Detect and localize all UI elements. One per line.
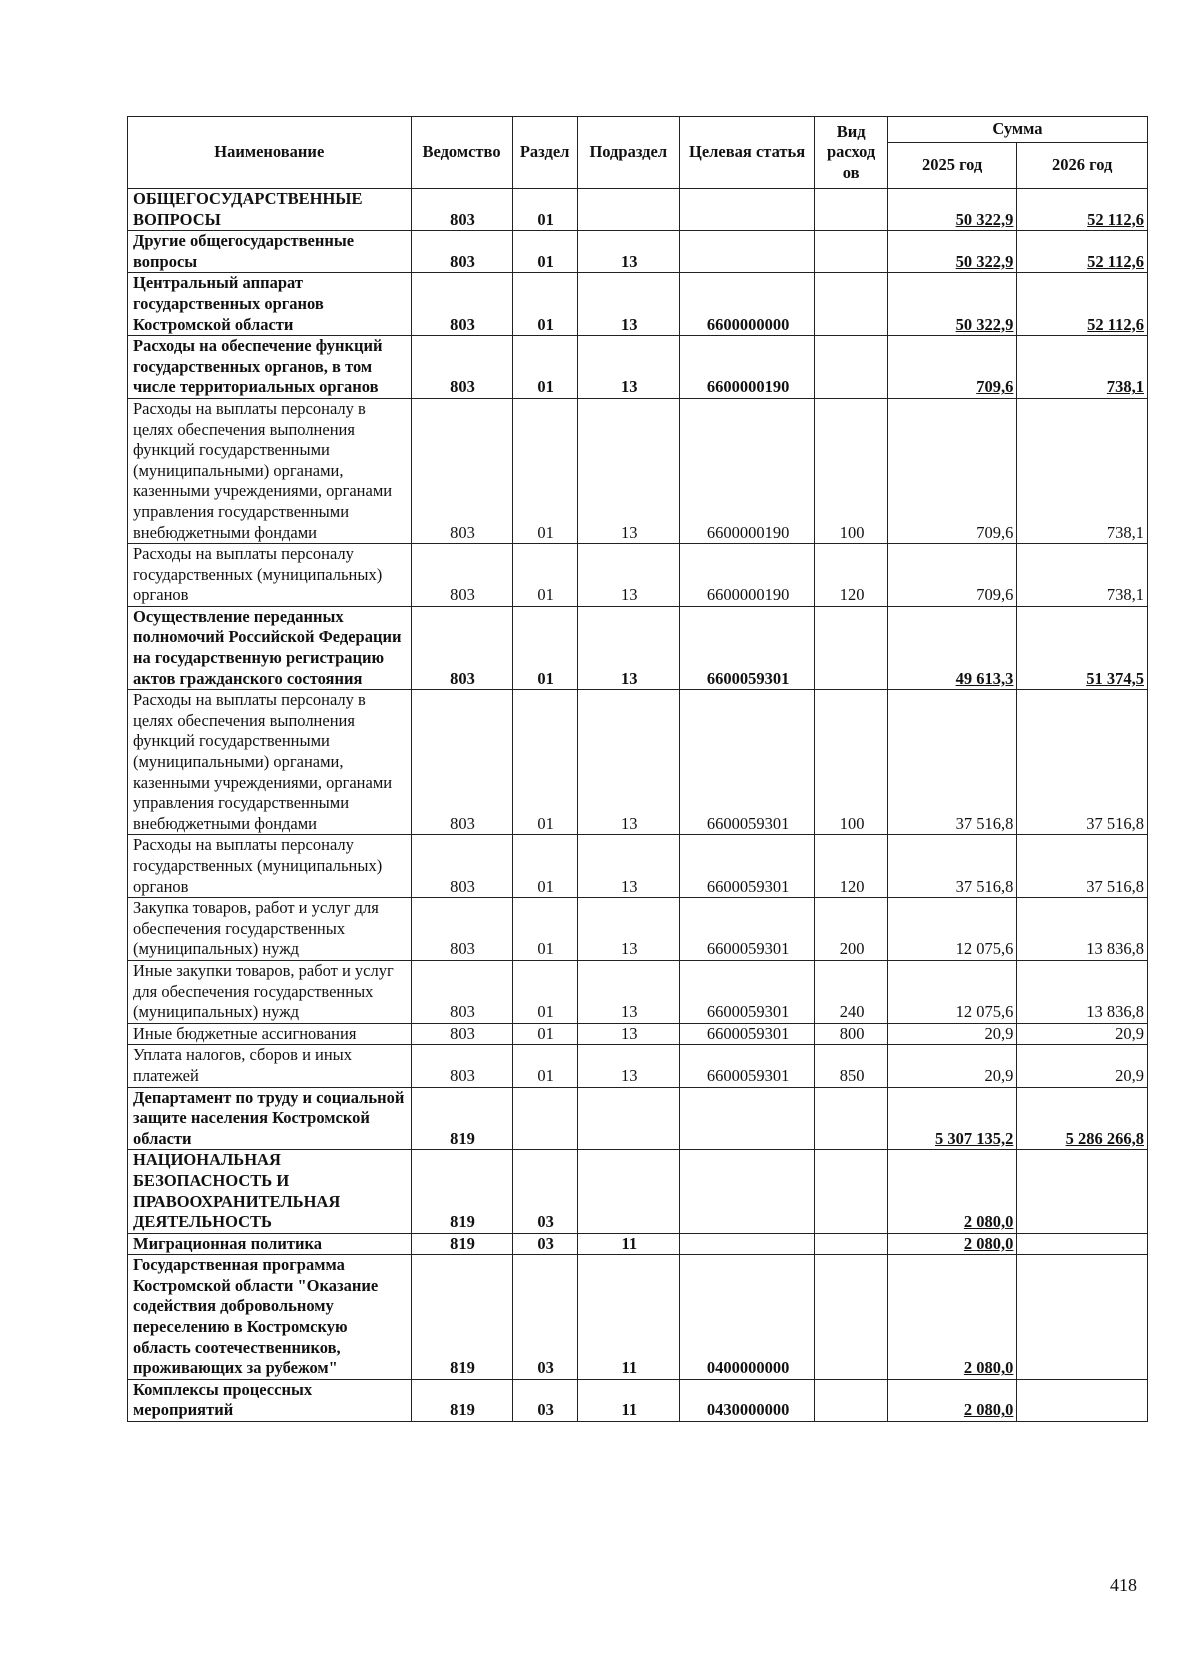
table-row [128, 835, 1148, 898]
cell-vedomstvo: 819 [411, 1233, 512, 1255]
cell-sum-2025: 2 080,0 [887, 1379, 1017, 1421]
header-razdel: Раздел [512, 117, 577, 189]
cell-name: Расходы на выплаты персоналу в целях обеспечения выполнения функций государственными (муниципальными) органами, казенными учреждениями, органами управления государственными внебюджетными фондами [128, 690, 412, 835]
cell-razdel: 03 [512, 1150, 577, 1233]
cell-name: Расходы на обеспечение функций государственных органов, в том числе территориальных органов [128, 336, 412, 399]
cell-sum-2026 [1017, 1150, 1148, 1233]
cell-vid-rashodov [815, 606, 887, 689]
table-row [128, 189, 1148, 231]
cell-vedomstvo: 803 [411, 189, 512, 231]
cell-name: НАЦИОНАЛЬНАЯ БЕЗОПАСНОСТЬ И ПРАВООХРАНИТЕЛЬНАЯ ДЕЯТЕЛЬНОСТЬ [128, 1150, 412, 1233]
cell-vedomstvo: 819 [411, 1379, 512, 1421]
header-summa: Сумма [887, 117, 1147, 143]
cell-sum-2025: 49 613,3 [887, 606, 1017, 689]
header-year-2025: 2025 год [887, 143, 1017, 189]
cell-vid-rashodov: 240 [815, 960, 887, 1023]
cell-vid-rashodov [815, 189, 887, 231]
cell-vedomstvo: 803 [411, 960, 512, 1023]
cell-razdel: 03 [512, 1255, 577, 1380]
cell-sum-2025: 50 322,9 [887, 189, 1017, 231]
table-row [128, 1379, 1148, 1421]
cell-vid-rashodov [815, 336, 887, 399]
cell-podrazdel [577, 1150, 679, 1233]
table-row [128, 960, 1148, 1023]
cell-podrazdel [577, 1087, 679, 1150]
cell-vid-rashodov: 200 [815, 898, 887, 961]
cell-vid-rashodov [815, 1255, 887, 1380]
cell-sum-2026 [1017, 1255, 1148, 1380]
cell-name: Расходы на выплаты персоналу государственных (муниципальных) органов [128, 835, 412, 898]
cell-sum-2025: 709,6 [887, 336, 1017, 399]
page-number: 418 [1110, 1575, 1137, 1595]
cell-celevaya-statya: 6600059301 [679, 1045, 815, 1087]
cell-podrazdel: 13 [577, 398, 679, 543]
cell-podrazdel: 13 [577, 544, 679, 607]
cell-name: Центральный аппарат государственных органов Костромской области [128, 273, 412, 336]
header-podrazdel: Подраздел [577, 117, 679, 189]
cell-podrazdel: 13 [577, 336, 679, 399]
cell-vedomstvo: 803 [411, 398, 512, 543]
cell-name: Другие общегосударственные вопросы [128, 231, 412, 273]
cell-celevaya-statya: 0430000000 [679, 1379, 815, 1421]
cell-razdel: 01 [512, 544, 577, 607]
cell-podrazdel: 11 [577, 1379, 679, 1421]
cell-podrazdel: 13 [577, 231, 679, 273]
table-row [128, 231, 1148, 273]
table-row [128, 898, 1148, 961]
cell-vedomstvo: 819 [411, 1087, 512, 1150]
table-body [128, 189, 1148, 1422]
cell-name: Закупка товаров, работ и услуг для обеспечения государственных (муниципальных) нужд [128, 898, 412, 961]
cell-sum-2026: 738,1 [1017, 544, 1148, 607]
table-row [128, 398, 1148, 543]
cell-vedomstvo: 803 [411, 1023, 512, 1045]
header-name: Наименование [128, 117, 412, 189]
cell-vid-rashodov [815, 1233, 887, 1255]
cell-name: Расходы на выплаты персоналу в целях обеспечения выполнения функций государственными (муниципальными) органами, казенными учреждениями, органами управления государственными внебюджетными фондами [128, 398, 412, 543]
cell-vid-rashodov: 800 [815, 1023, 887, 1045]
cell-sum-2026: 5 286 266,8 [1017, 1087, 1148, 1150]
cell-podrazdel: 13 [577, 960, 679, 1023]
cell-name: Расходы на выплаты персоналу государственных (муниципальных) органов [128, 544, 412, 607]
table-row [128, 690, 1148, 835]
cell-name: Осуществление переданных полномочий Российской Федерации на государственную регистрацию актов гражданского состояния [128, 606, 412, 689]
budget-table [127, 116, 1148, 1422]
cell-name: Уплата налогов, сборов и иных платежей [128, 1045, 412, 1087]
cell-sum-2025: 709,6 [887, 544, 1017, 607]
cell-vedomstvo: 803 [411, 835, 512, 898]
cell-podrazdel [577, 189, 679, 231]
cell-vid-rashodov [815, 231, 887, 273]
header-year-2026: 2026 год [1017, 143, 1148, 189]
table-row [128, 1045, 1148, 1087]
table-row [128, 336, 1148, 399]
cell-vedomstvo: 803 [411, 606, 512, 689]
cell-podrazdel: 13 [577, 1045, 679, 1087]
cell-celevaya-statya [679, 1087, 815, 1150]
cell-sum-2026 [1017, 1233, 1148, 1255]
cell-celevaya-statya [679, 189, 815, 231]
cell-vedomstvo: 803 [411, 690, 512, 835]
cell-podrazdel: 13 [577, 1023, 679, 1045]
cell-podrazdel: 11 [577, 1255, 679, 1380]
cell-sum-2026: 13 836,8 [1017, 898, 1148, 961]
cell-sum-2025: 50 322,9 [887, 273, 1017, 336]
cell-vid-rashodov [815, 1087, 887, 1150]
cell-vid-rashodov: 100 [815, 690, 887, 835]
cell-celevaya-statya: 6600000190 [679, 398, 815, 543]
cell-sum-2026: 20,9 [1017, 1023, 1148, 1045]
cell-podrazdel: 13 [577, 690, 679, 835]
cell-celevaya-statya: 6600059301 [679, 960, 815, 1023]
cell-sum-2025: 12 075,6 [887, 898, 1017, 961]
cell-vedomstvo: 819 [411, 1150, 512, 1233]
cell-sum-2025: 20,9 [887, 1023, 1017, 1045]
cell-razdel: 01 [512, 398, 577, 543]
cell-razdel: 01 [512, 231, 577, 273]
cell-vid-rashodov [815, 1379, 887, 1421]
cell-sum-2026: 37 516,8 [1017, 690, 1148, 835]
cell-sum-2026: 51 374,5 [1017, 606, 1148, 689]
cell-vid-rashodov [815, 273, 887, 336]
header-celevaya-statya: Целевая статья [679, 117, 815, 189]
cell-sum-2025: 5 307 135,2 [887, 1087, 1017, 1150]
cell-vid-rashodov [815, 1150, 887, 1233]
cell-celevaya-statya: 6600059301 [679, 606, 815, 689]
cell-celevaya-statya: 6600000190 [679, 544, 815, 607]
cell-name: Департамент по труду и социальной защите населения Костромской области [128, 1087, 412, 1150]
cell-vid-rashodov: 850 [815, 1045, 887, 1087]
cell-vid-rashodov: 120 [815, 544, 887, 607]
cell-sum-2026 [1017, 1379, 1148, 1421]
cell-vedomstvo: 803 [411, 231, 512, 273]
cell-sum-2025: 2 080,0 [887, 1255, 1017, 1380]
cell-celevaya-statya [679, 231, 815, 273]
cell-sum-2025: 37 516,8 [887, 835, 1017, 898]
cell-razdel: 01 [512, 273, 577, 336]
cell-sum-2026: 13 836,8 [1017, 960, 1148, 1023]
cell-razdel: 01 [512, 1045, 577, 1087]
cell-razdel: 01 [512, 690, 577, 835]
table-row [128, 606, 1148, 689]
table-row [128, 1233, 1148, 1255]
cell-podrazdel: 13 [577, 898, 679, 961]
cell-name: Иные бюджетные ассигнования [128, 1023, 412, 1045]
cell-sum-2026: 52 112,6 [1017, 189, 1148, 231]
table-row [128, 544, 1148, 607]
cell-name: Миграционная политика [128, 1233, 412, 1255]
cell-sum-2025: 20,9 [887, 1045, 1017, 1087]
cell-razdel: 01 [512, 835, 577, 898]
cell-vedomstvo: 803 [411, 1045, 512, 1087]
cell-celevaya-statya: 6600059301 [679, 835, 815, 898]
cell-celevaya-statya: 6600059301 [679, 898, 815, 961]
cell-razdel: 01 [512, 898, 577, 961]
cell-razdel [512, 1087, 577, 1150]
cell-sum-2025: 2 080,0 [887, 1233, 1017, 1255]
cell-celevaya-statya: 6600000000 [679, 273, 815, 336]
table-row [128, 1023, 1148, 1045]
cell-razdel: 03 [512, 1233, 577, 1255]
cell-sum-2026: 20,9 [1017, 1045, 1148, 1087]
cell-name: Иные закупки товаров, работ и услуг для обеспечения государственных (муниципальных) нужд [128, 960, 412, 1023]
cell-vedomstvo: 803 [411, 544, 512, 607]
cell-vedomstvo: 803 [411, 273, 512, 336]
table-row [128, 1255, 1148, 1380]
cell-celevaya-statya [679, 1150, 815, 1233]
cell-vedomstvo: 803 [411, 898, 512, 961]
cell-sum-2026: 52 112,6 [1017, 231, 1148, 273]
table-row [128, 1150, 1148, 1233]
table-row [128, 1087, 1148, 1150]
cell-vid-rashodov: 100 [815, 398, 887, 543]
cell-sum-2025: 50 322,9 [887, 231, 1017, 273]
cell-vedomstvo: 819 [411, 1255, 512, 1380]
cell-sum-2025: 37 516,8 [887, 690, 1017, 835]
cell-sum-2026: 738,1 [1017, 398, 1148, 543]
cell-celevaya-statya: 6600059301 [679, 1023, 815, 1045]
cell-celevaya-statya: 0400000000 [679, 1255, 815, 1380]
cell-razdel: 03 [512, 1379, 577, 1421]
cell-celevaya-statya [679, 1233, 815, 1255]
cell-sum-2026: 738,1 [1017, 336, 1148, 399]
cell-celevaya-statya: 6600059301 [679, 690, 815, 835]
cell-razdel: 01 [512, 1023, 577, 1045]
cell-name: ОБЩЕГОСУДАРСТВЕННЫЕ ВОПРОСЫ [128, 189, 412, 231]
cell-name: Комплексы процессных мероприятий [128, 1379, 412, 1421]
cell-vedomstvo: 803 [411, 336, 512, 399]
cell-name: Государственная программа Костромской области "Оказание содействия добровольному переселению в Костромскую область соотечественников, проживающих за рубежом" [128, 1255, 412, 1380]
cell-sum-2025: 12 075,6 [887, 960, 1017, 1023]
cell-razdel: 01 [512, 960, 577, 1023]
cell-podrazdel: 11 [577, 1233, 679, 1255]
cell-sum-2026: 37 516,8 [1017, 835, 1148, 898]
cell-celevaya-statya: 6600000190 [679, 336, 815, 399]
cell-vid-rashodov: 120 [815, 835, 887, 898]
cell-podrazdel: 13 [577, 273, 679, 336]
cell-razdel: 01 [512, 189, 577, 231]
table-row [128, 273, 1148, 336]
cell-razdel: 01 [512, 336, 577, 399]
cell-razdel: 01 [512, 606, 577, 689]
cell-sum-2025: 2 080,0 [887, 1150, 1017, 1233]
cell-podrazdel: 13 [577, 835, 679, 898]
cell-sum-2026: 52 112,6 [1017, 273, 1148, 336]
header-vedomstvo: Ведомство [411, 117, 512, 189]
cell-sum-2025: 709,6 [887, 398, 1017, 543]
cell-podrazdel: 13 [577, 606, 679, 689]
header-vid-rashodov: Вид расход ов [815, 117, 887, 189]
